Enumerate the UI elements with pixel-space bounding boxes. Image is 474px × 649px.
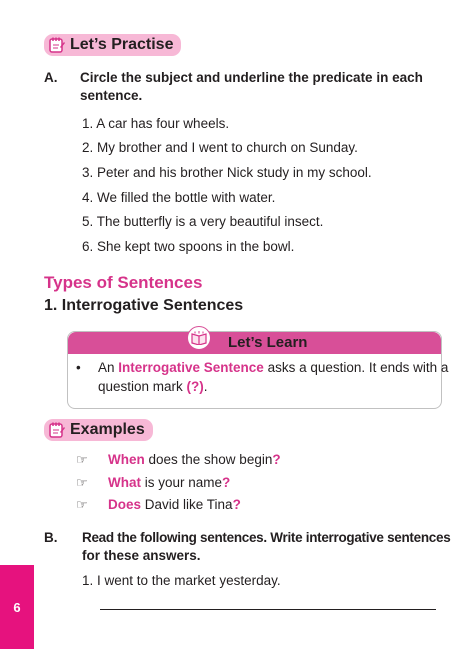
book-icon bbox=[187, 326, 211, 350]
examples-title: Examples bbox=[70, 421, 145, 438]
example-end: ? bbox=[272, 452, 281, 467]
example-item bbox=[108, 497, 241, 512]
learn-line2-pre: question mark bbox=[98, 379, 187, 394]
page-number: 6 bbox=[13, 599, 21, 615]
learn-bullet: • bbox=[76, 360, 81, 375]
section-title: Types of Sentences bbox=[44, 273, 203, 292]
answer-line[interactable] bbox=[100, 609, 436, 610]
pointing-hand-icon: ☞ bbox=[76, 452, 88, 467]
example-rest: does the show begin bbox=[144, 452, 273, 467]
example-rest: is your name bbox=[141, 475, 223, 490]
exercise-a-instruction-line2: sentence. bbox=[80, 88, 143, 103]
example-end: ? bbox=[232, 497, 241, 512]
exercise-b-item: 1. I went to the market yesterday. bbox=[82, 573, 281, 588]
exercise-a-item: 5. The butterfly is a very beautiful insect. bbox=[82, 214, 324, 229]
question-mark-term: (?) bbox=[186, 379, 204, 394]
learn-line2 bbox=[98, 379, 208, 394]
lets-practise-title: Let’s Practise bbox=[70, 36, 174, 53]
exercise-b-instruction-line1: Read the following sentences. Write interrogative sentences bbox=[82, 530, 451, 545]
pointing-hand-icon: ☞ bbox=[76, 475, 88, 490]
learn-line1-post: asks a question. It ends with a bbox=[263, 360, 449, 375]
example-item bbox=[108, 475, 230, 490]
notepad-icon bbox=[48, 421, 66, 439]
example-lead: What bbox=[108, 475, 141, 490]
exercise-a-item: 2. My brother and I went to church on Sunday. bbox=[82, 140, 358, 155]
exercise-b-letter: B. bbox=[44, 530, 58, 545]
page-number-tab bbox=[0, 565, 34, 649]
exercise-a-item: 3. Peter and his brother Nick study in my school. bbox=[82, 165, 372, 180]
examples-badge bbox=[44, 419, 153, 441]
exercise-a-instruction-line1: Circle the subject and underline the predicate in each bbox=[80, 70, 423, 85]
lets-practise-badge bbox=[44, 34, 181, 56]
example-lead: Does bbox=[108, 497, 142, 512]
exercise-a-item: 6. She kept two spoons in the bowl. bbox=[82, 239, 295, 254]
example-end: ? bbox=[222, 475, 231, 490]
learn-line1-pre: An bbox=[98, 360, 119, 375]
learn-line1 bbox=[98, 360, 448, 375]
pointing-hand-icon: ☞ bbox=[76, 497, 88, 512]
lets-learn-title: Let’s Learn bbox=[228, 334, 308, 351]
learn-line2-post: . bbox=[203, 379, 208, 394]
exercise-a-item: 4. We filled the bottle with water. bbox=[82, 190, 276, 205]
example-lead: When bbox=[108, 452, 145, 467]
exercise-b-instruction-line2: for these answers. bbox=[82, 548, 201, 563]
exercise-a-item: 1. A car has four wheels. bbox=[82, 116, 230, 131]
example-rest: David like Tina bbox=[141, 497, 233, 512]
exercise-a-letter: A. bbox=[44, 70, 58, 85]
learn-term: Interrogative Sentence bbox=[118, 360, 264, 375]
section-subtitle: 1. Interrogative Sentences bbox=[44, 297, 244, 314]
notepad-icon bbox=[48, 36, 66, 54]
example-item bbox=[108, 452, 281, 467]
